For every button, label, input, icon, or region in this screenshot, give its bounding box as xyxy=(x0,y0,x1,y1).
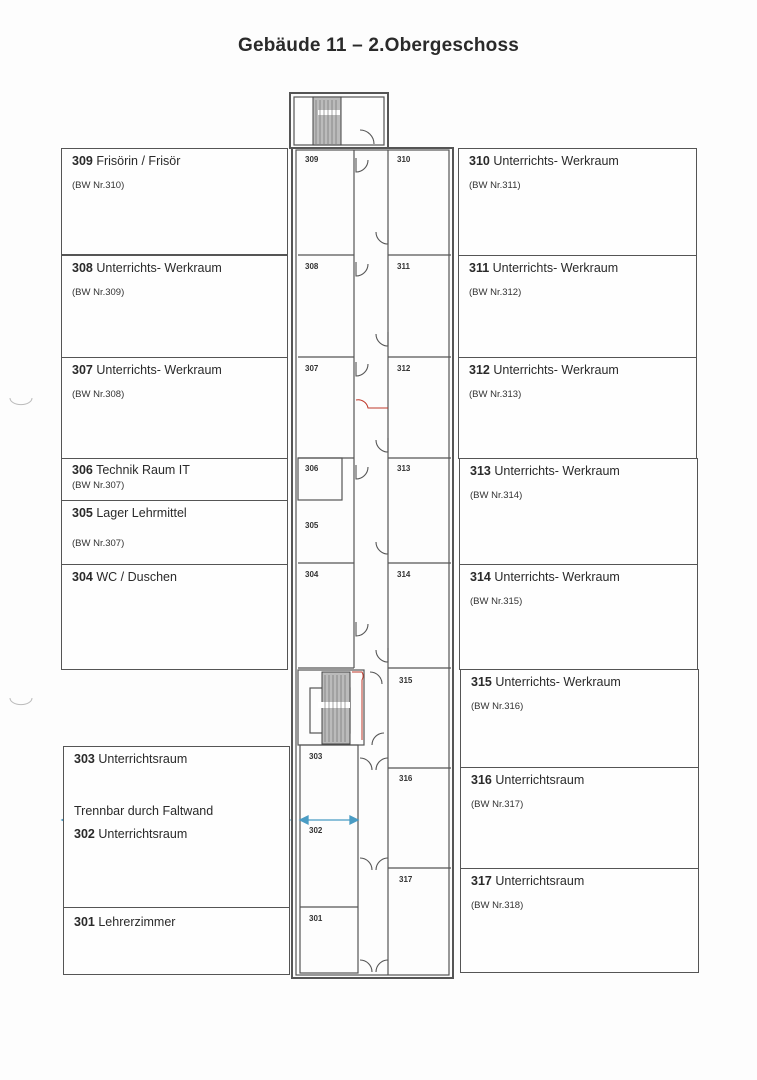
plan-number: 304 xyxy=(305,570,319,579)
room-name: Unterrichts- Werkraum xyxy=(494,570,620,584)
plan-number: 307 xyxy=(305,364,319,373)
room-number: 314 xyxy=(470,570,491,584)
plan-number: 301 xyxy=(309,914,323,923)
room-number: 308 xyxy=(72,261,93,275)
room-301 xyxy=(63,907,290,975)
room-311 xyxy=(458,255,697,358)
room-305 xyxy=(61,500,288,565)
room-bw-number: (BW Nr.318) xyxy=(471,900,524,911)
room-bw-number: (BW Nr.316) xyxy=(471,701,524,712)
room-313 xyxy=(459,458,698,565)
room-bw-number: (BW Nr.312) xyxy=(469,287,522,298)
plan-number: 312 xyxy=(397,364,411,373)
room-name: Lager Lehrmittel xyxy=(96,506,187,520)
room-name: Unterrichts- Werkraum xyxy=(495,675,621,689)
room-name: Unterrichts- Werkraum xyxy=(96,261,222,275)
page-title: Gebäude 11 – 2.Obergeschoss xyxy=(237,35,520,56)
room-304 xyxy=(61,564,288,670)
room-bw-number: (BW Nr.311) xyxy=(469,180,521,191)
room-number: 313 xyxy=(470,464,491,478)
room-name: Unterrichtsraum xyxy=(98,752,188,766)
room-303-302 xyxy=(63,746,290,908)
room-number: 312 xyxy=(469,363,490,377)
room-number: 301 xyxy=(74,915,95,929)
room-bw-number: (BW Nr.307) xyxy=(72,538,125,549)
room-315 xyxy=(460,669,699,768)
plan-number: 311 xyxy=(397,262,410,271)
room-name: WC / Duschen xyxy=(96,570,177,584)
room-number: 305 xyxy=(72,506,93,520)
plan-number: 302 xyxy=(309,826,323,835)
room-name: Unterrichts- Werkraum xyxy=(493,363,619,377)
room-name: Unterrichtsraum xyxy=(495,773,585,787)
room-bw-number: (BW Nr.313) xyxy=(469,389,522,400)
room-name: Lehrerzimmer xyxy=(98,915,176,929)
partition-note: Trennbar durch Faltwand xyxy=(74,804,214,818)
room-number: 304 xyxy=(72,570,93,584)
room-314 xyxy=(459,564,698,670)
room-bw-number: (BW Nr.315) xyxy=(470,596,523,607)
plan-number: 316 xyxy=(399,774,413,783)
room-number: 311 xyxy=(469,261,490,275)
room-306 xyxy=(61,458,288,501)
room-310 xyxy=(458,148,697,256)
room-name: Unterrichts- Werkraum xyxy=(96,363,222,377)
room-bw-number: (BW Nr.314) xyxy=(470,490,523,501)
room-312 xyxy=(458,357,697,459)
room-number: 306 xyxy=(72,463,93,477)
room-name: Unterrichts- Werkraum xyxy=(494,464,620,478)
room-bw-number: (BW Nr.309) xyxy=(72,287,125,298)
room-number: 310 xyxy=(469,154,490,168)
room-name: Unterrichts- Werkraum xyxy=(493,154,619,168)
room-317 xyxy=(460,868,699,973)
room-name: Frisörin / Frisör xyxy=(96,154,181,168)
room-316 xyxy=(460,767,699,869)
room-name: Technik Raum IT xyxy=(96,463,190,477)
plan-number: 306 xyxy=(305,464,319,473)
plan-number: 309 xyxy=(305,155,319,164)
room-bw-number: (BW Nr.308) xyxy=(72,389,125,400)
plan-number: 305 xyxy=(305,521,319,530)
room-name: Unterrichtsraum xyxy=(495,874,585,888)
room-name: Unterrichts- Werkraum xyxy=(492,261,619,275)
room-number: 317 xyxy=(471,874,492,888)
room-number: 309 xyxy=(72,154,93,168)
plan-number: 310 xyxy=(397,155,411,164)
room-bw-number: (BW Nr.310) xyxy=(72,180,125,191)
room-name: Unterrichtsraum xyxy=(98,827,188,841)
room-number: 307 xyxy=(72,363,93,377)
room-309 xyxy=(61,148,288,255)
plan-number: 314 xyxy=(397,570,411,579)
plan-number: 313 xyxy=(397,464,411,473)
room-number: 316 xyxy=(471,773,492,787)
plan-number: 303 xyxy=(309,752,323,761)
room-number: 303 xyxy=(74,752,95,766)
room-308 xyxy=(61,255,288,358)
plan-number: 315 xyxy=(399,676,413,685)
room-307 xyxy=(61,357,288,459)
plan-number: 308 xyxy=(305,262,319,271)
room-bw-number: (BW Nr.317) xyxy=(471,799,524,810)
room-number: 315 xyxy=(471,675,492,689)
room-bw-number: (BW Nr.307) xyxy=(72,480,125,491)
room-number: 302 xyxy=(74,827,95,841)
plan-number: 317 xyxy=(399,875,413,884)
